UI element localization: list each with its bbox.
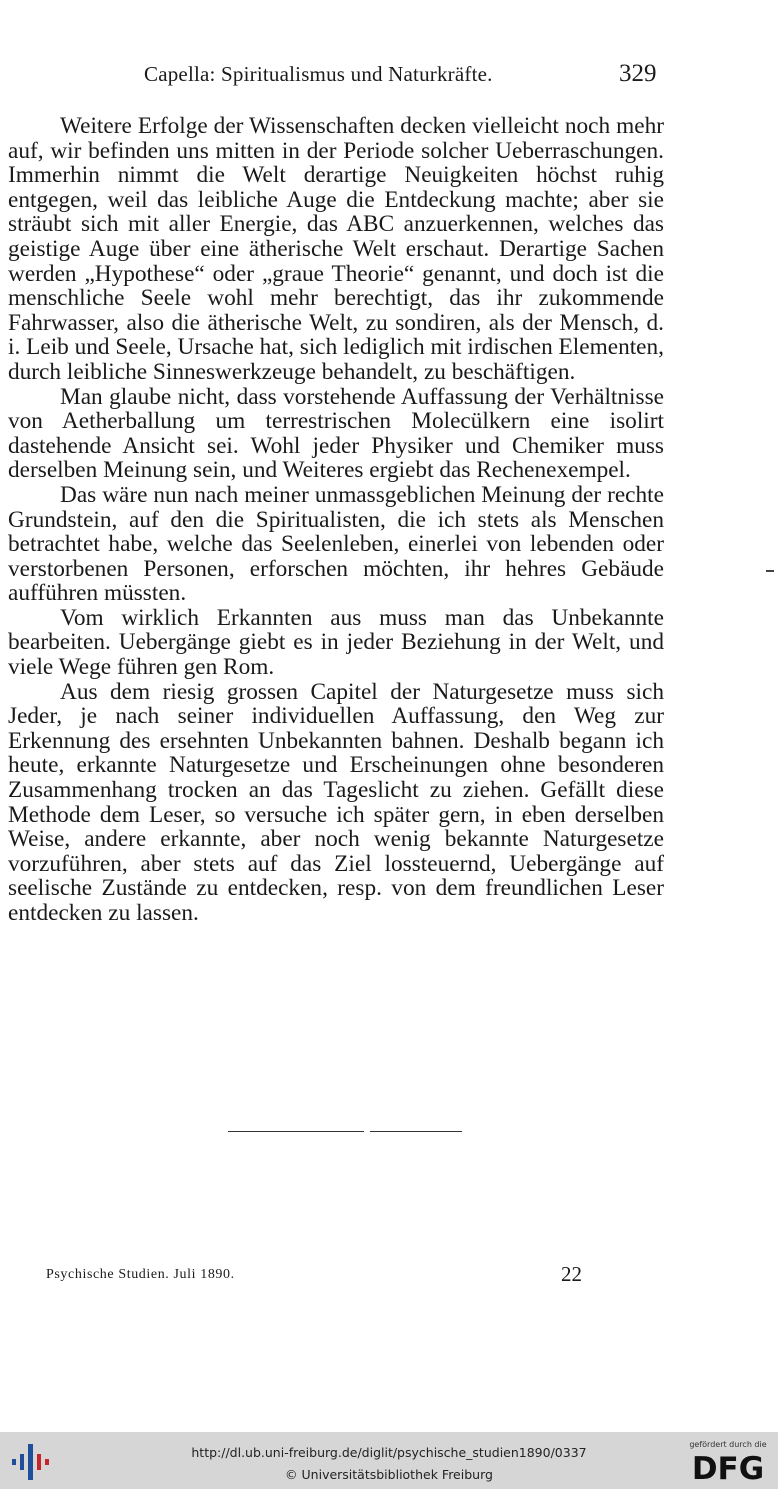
- paragraph: Man glaube nicht, dass vorstehende Auffassung der Verhältnisse von Aetherballung um terrestrischen Molecülkern eine isolirt dastehende Ansicht sei. Wohl jeder Physiker und Chemiker muss derselben Meinung sein, und Weiteres ergiebt das Rechenexempel.: [8, 383, 664, 484]
- dfg-logo-text: DFG: [691, 1451, 765, 1484]
- running-title: Capella: Spiritualismus und Naturkräfte.: [144, 62, 493, 86]
- scan-mark: [766, 570, 774, 572]
- sponsor-label: gefördert durch die: [689, 1440, 767, 1449]
- source-url-link[interactable]: http://dl.ub.uni-freiburg.de/diglit/psychische_studien1890/0337: [191, 1445, 587, 1460]
- article-body: [8, 114, 664, 926]
- end-rule-left: [228, 1131, 364, 1132]
- paragraph: Das wäre nun nach meiner unmassgeblichen Meinung der rechte Grundstein, auf den die Spiritualisten, die ich stets als Menschen betrachtet habe, welche das Seelenleben, einerlei von lebenden oder verstorbenen Personen, erforschen möchten, ihr hehres Gebäude aufführen müssten.: [8, 481, 664, 607]
- end-rule-right: [370, 1131, 462, 1132]
- page-number: 329: [619, 60, 657, 87]
- paragraph: Vom wirklich Erkannten aus muss man das Unbekannte bearbeiten. Uebergänge giebt es in jeder Beziehung in der Welt, und viele Wege führen gen Rom.: [8, 604, 664, 681]
- sponsor-block: [684, 1440, 772, 1486]
- paragraph: Weitere Erfolge der Wissenschaften decken vielleicht noch mehr auf, wir befinden uns mitten in der Periode solcher Ueberraschungen. Immerhin nimmt die Welt derartige Neuigkeiten höchst ruhig entgegen, weil das leibliche Auge die Entdeckung machte; aber sie sträubt sich mit aller Energie, das ABC anzuerkennen, welches das geistige Auge über eine ätherische Welt erschaut. Derartige Sachen werden „Hypothese“ oder „graue Theorie“ genannt, und doch ist die menschliche Seele wohl mehr berechtigt, das ihr zukommende Fahrwasser, also die ätherische Welt, zu sondiren, als der Mensch, d. i. Leib und Seele, Ursache hat, sich lediglich mit irdischen Elementen, durch leibliche Sinneswerkzeuge behandelt, zu beschäftigen.: [8, 113, 664, 385]
- journal-footer: Psychische Studien. Juli 1890.: [46, 1267, 235, 1282]
- dfg-logo-icon: [688, 1450, 768, 1484]
- copyright-notice: © Universitätsbibliothek Freiburg: [285, 1467, 493, 1482]
- paragraph: Aus dem riesig grossen Capitel der Naturgesetze muss sich Jeder, je nach seiner individuellen Auffassung, den Weg zur Erkennung des ersehnten Unbekannten bahnen. Deshalb begann ich heute, erkannte Naturgesetze und Erscheinungen ohne besonderen Zusammenhang trocken an das Tageslicht zu ziehen. Gefällt diese Methode dem Leser, so versuche ich später gern, in eben derselben Weise, andere erkannte, aber noch wenig bekannte Naturgesetze vorzuführen, aber stets auf das Ziel lossteuernd, Uebergänge auf seelische Zustände zu entdecken, resp. von dem freundlichen Leser entdecken zu lassen.: [8, 678, 664, 926]
- viewer-footer-bar: [0, 1432, 778, 1489]
- signature-mark: 22: [561, 1262, 582, 1286]
- running-head: [0, 62, 778, 92]
